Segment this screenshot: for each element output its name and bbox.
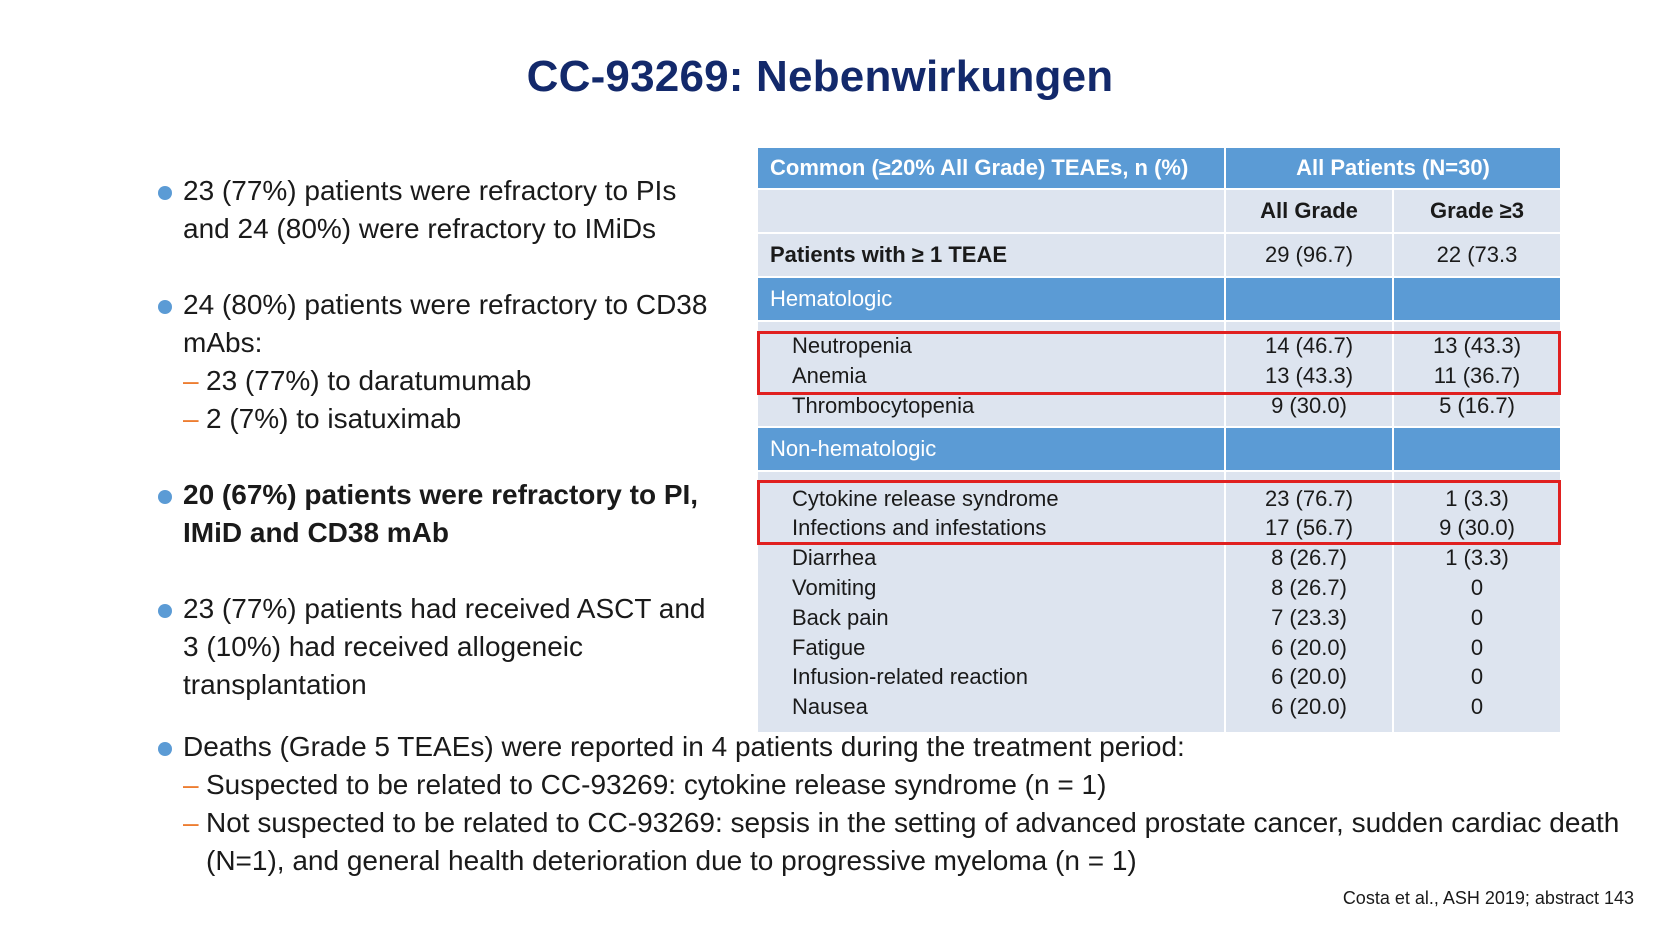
sub-bullet-text: Suspected to be related to CC-93269: cytokine release syndrome (n = 1) xyxy=(206,769,1107,800)
cell-all-grade: 6 (20.0) xyxy=(1271,635,1347,660)
row-label: Back pain xyxy=(792,605,889,630)
cell-all-grade: 29 (96.7) xyxy=(1264,242,1354,267)
table-row-patients-teae xyxy=(758,234,1560,276)
dash-icon: – xyxy=(183,769,199,800)
row-label: Vomiting xyxy=(792,575,877,600)
row-label: Anemia xyxy=(792,363,867,388)
row-label: Thrombocytopenia xyxy=(792,393,975,418)
cell-grade-3: 0 xyxy=(1470,694,1484,719)
bullet-text: 23 (77%) patients had received ASCT and 3 (10%) had received allogeneic transplantation xyxy=(183,593,706,700)
table-subheader-row xyxy=(758,190,1560,232)
cell-grade-3: 0 xyxy=(1470,635,1484,660)
cell-all-grade: 8 (26.7) xyxy=(1271,545,1347,570)
dash-icon: – xyxy=(183,403,199,434)
slide-title: CC-93269: Nebenwirkungen xyxy=(526,52,1114,101)
bullet-dot-icon xyxy=(158,742,172,756)
bullet-triple-refractory xyxy=(158,476,718,552)
cell-grade-3: 0 xyxy=(1470,664,1484,689)
table-row xyxy=(758,543,1560,573)
cell-all-grade: 17 (56.7) xyxy=(1264,515,1354,540)
row-label: Neutropenia xyxy=(792,333,912,358)
cell-grade-3: 13 (43.3) xyxy=(1432,333,1522,358)
source-citation: Costa et al., ASH 2019; abstract 143 xyxy=(1342,888,1634,908)
dash-icon: – xyxy=(183,807,199,838)
table-row xyxy=(758,662,1560,692)
cell-grade-3: 0 xyxy=(1470,575,1484,600)
cell-all-grade: 13 (43.3) xyxy=(1264,363,1354,388)
column-grade-3: Grade ≥3 xyxy=(1429,198,1524,223)
cell-grade-3: 22 (73.3 xyxy=(1436,242,1518,267)
bullet-dot-icon xyxy=(158,490,172,504)
cell-grade-3: 0 xyxy=(1470,605,1484,630)
table-row xyxy=(758,692,1560,722)
cell-grade-3: 1 (3.3) xyxy=(1445,486,1509,511)
table-row xyxy=(758,391,1560,421)
table-row xyxy=(758,573,1560,603)
cell-all-grade: 14 (46.7) xyxy=(1264,333,1354,358)
row-label: Diarrhea xyxy=(792,545,877,570)
cell-all-grade: 7 (23.3) xyxy=(1271,605,1347,630)
row-label: Infections and infestations xyxy=(792,515,1047,540)
bullet-deaths xyxy=(158,728,1638,880)
bullet-text: 24 (80%) patients were refractory to CD38 mAbs: xyxy=(183,289,708,358)
bullet-text: 23 (77%) patients were refractory to PIs and 24 (80%) were refractory to IMiDs xyxy=(183,175,677,244)
sub-bullet xyxy=(158,804,1638,880)
row-label: Patients with ≥ 1 TEAE xyxy=(770,242,1008,267)
cell-grade-3: 1 (3.3) xyxy=(1445,545,1509,570)
highlight-box-nonhematologic xyxy=(757,480,1561,545)
highlight-box-hematologic xyxy=(757,331,1561,395)
table-header-all-patients: All Patients (N=30) xyxy=(1296,155,1490,180)
sub-bullet xyxy=(158,362,718,400)
row-label: Fatigue xyxy=(792,635,866,660)
sub-bullet-text: Not suspected to be related to CC-93269: sepsis in the setting of advanced prostate cancer, sudden cardiac death (N=1), and general health deterioration due to progressive myeloma (n = 1) xyxy=(206,807,1620,876)
bullet-dot-icon xyxy=(158,604,172,618)
table-header-row xyxy=(758,148,1560,188)
bullet-dot-icon xyxy=(158,300,172,314)
table-row xyxy=(758,603,1560,633)
sub-bullet xyxy=(158,400,718,438)
teae-table xyxy=(758,148,1560,732)
cell-all-grade: 6 (20.0) xyxy=(1271,694,1347,719)
section-nonhematologic xyxy=(758,428,1560,470)
cell-grade-3: 11 (36.7) xyxy=(1433,363,1521,388)
section-label: Hematologic xyxy=(770,286,893,311)
cell-grade-3: 5 (16.7) xyxy=(1439,393,1515,418)
dash-icon: – xyxy=(183,365,199,396)
sub-bullet-text: 23 (77%) to daratumumab xyxy=(206,365,532,396)
cell-all-grade: 23 (76.7) xyxy=(1264,486,1354,511)
bullet-transplantation xyxy=(158,590,718,704)
bullet-refractory-pi-imid xyxy=(158,172,718,248)
sub-bullet xyxy=(158,766,1638,804)
row-label: Nausea xyxy=(792,694,868,719)
bullet-text: Deaths (Grade 5 TEAEs) were reported in 4 patients during the treatment period: xyxy=(183,731,1185,762)
cell-all-grade: 6 (20.0) xyxy=(1271,664,1347,689)
column-all-grade: All Grade xyxy=(1260,198,1358,223)
table-row xyxy=(758,633,1560,663)
bullet-refractory-cd38 xyxy=(158,286,718,438)
cell-grade-3: 9 (30.0) xyxy=(1439,515,1515,540)
bullet-text: 20 (67%) patients were refractory to PI, IMiD and CD38 mAb xyxy=(183,479,699,548)
sub-bullet-text: 2 (7%) to isatuximab xyxy=(206,403,462,434)
bullet-dot-icon xyxy=(158,186,172,200)
section-label: Non-hematologic xyxy=(770,436,937,461)
cell-all-grade: 8 (26.7) xyxy=(1271,575,1347,600)
table-header-teae: Common (≥20% All Grade) TEAEs, n (%) xyxy=(770,155,1189,180)
row-label: Infusion-related reaction xyxy=(792,664,1029,689)
cell-all-grade: 9 (30.0) xyxy=(1271,393,1347,418)
section-hematologic xyxy=(758,278,1560,320)
row-label: Cytokine release syndrome xyxy=(792,486,1059,511)
